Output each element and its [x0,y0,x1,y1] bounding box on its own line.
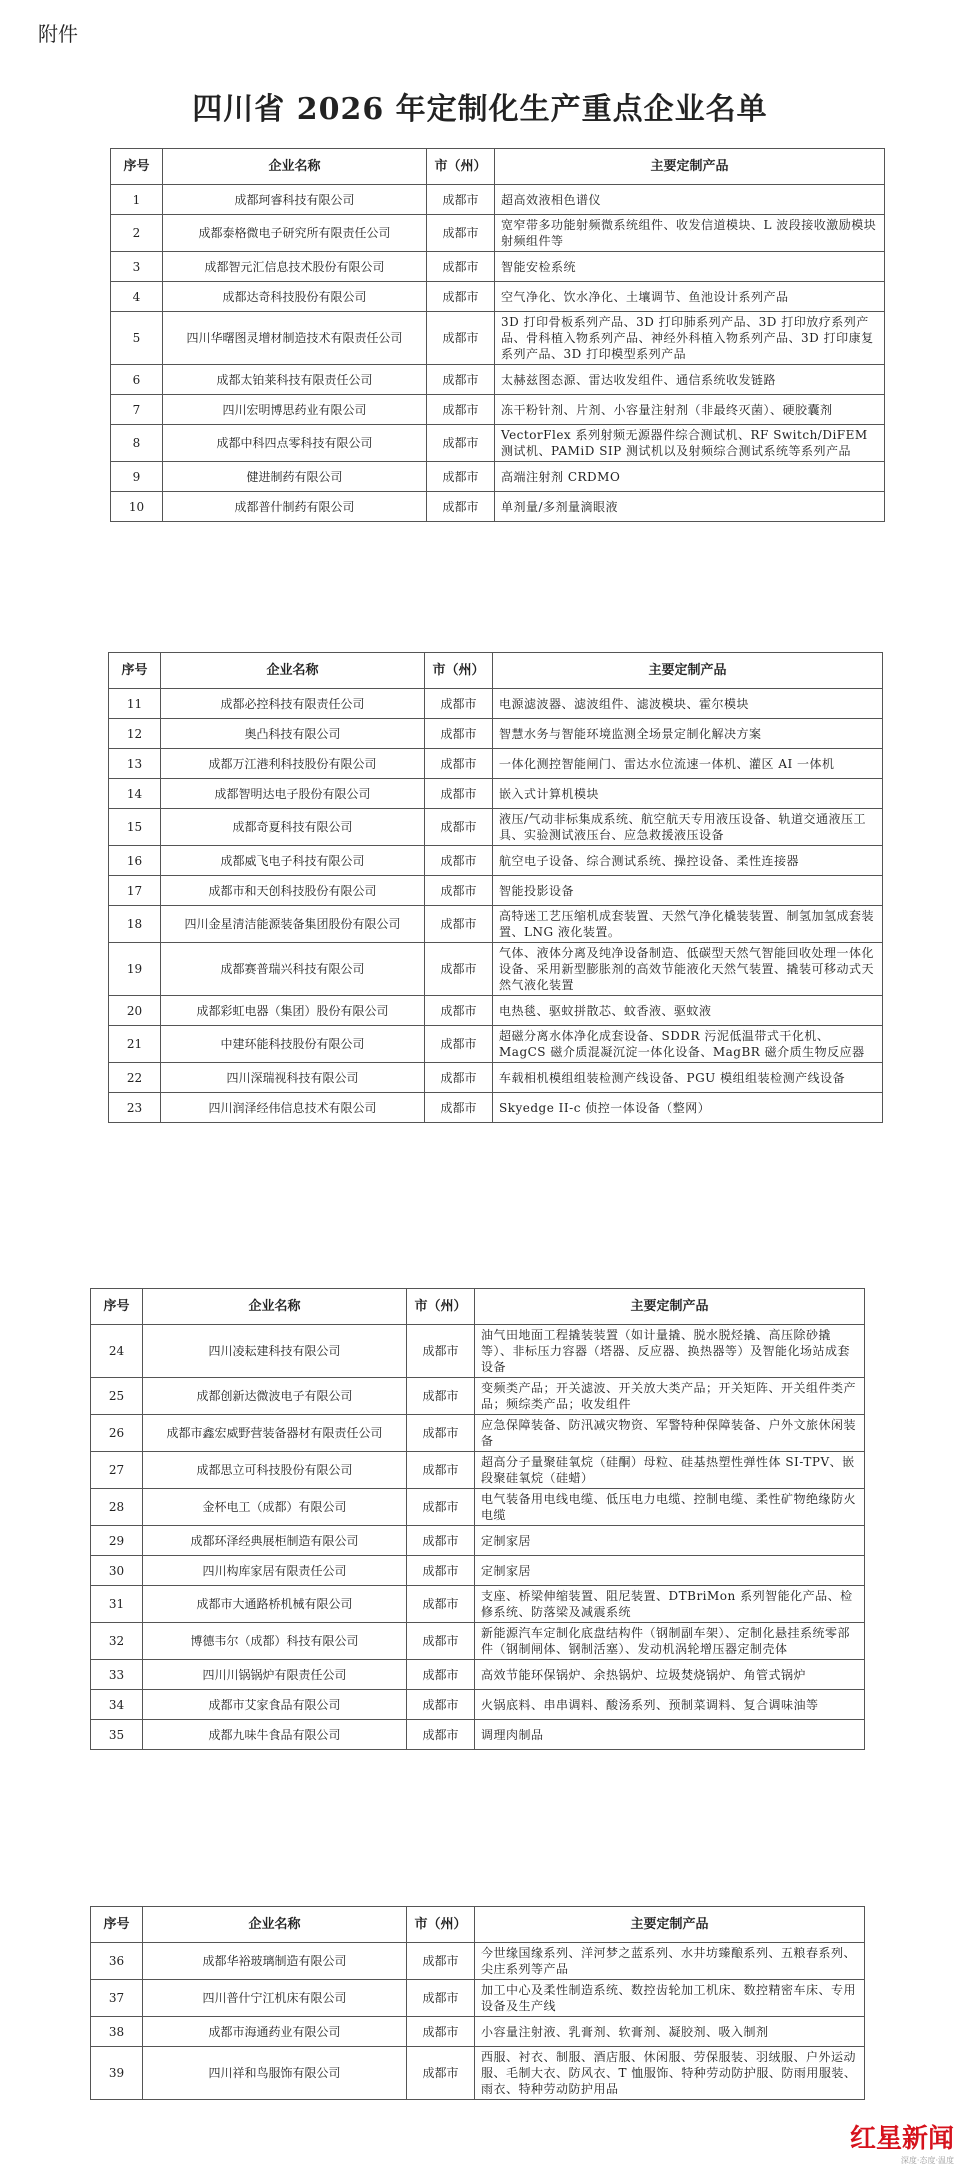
main-products: 太赫兹图态源、雷达收发组件、通信系统收发链路 [495,365,885,395]
row-number: 7 [111,395,163,425]
row-number: 12 [109,719,161,749]
company-name: 中建环能科技股份有限公司 [161,1026,425,1063]
table-row [109,1093,883,1123]
city-name: 成都市 [427,185,495,215]
company-name: 四川润泽经伟信息技术有限公司 [161,1093,425,1123]
row-number: 35 [91,1720,143,1750]
table-row [111,425,885,462]
table-row [111,395,885,425]
row-number: 25 [91,1378,143,1415]
main-products: 电源滤波器、滤波组件、滤波模块、霍尔模块 [493,689,883,719]
row-number: 34 [91,1690,143,1720]
company-name: 成都智明达电子股份有限公司 [161,779,425,809]
table-row [91,1556,865,1586]
row-number: 19 [109,943,161,996]
row-number: 39 [91,2047,143,2100]
main-products: 空气净化、饮水净化、土壤调节、鱼池设计系列产品 [495,282,885,312]
table-row [111,312,885,365]
row-number: 4 [111,282,163,312]
row-number: 28 [91,1489,143,1526]
table-row [91,1526,865,1556]
main-products: 西服、衬衣、制服、酒店服、休闲服、劳保服装、羽绒服、户外运动服、毛制大衣、防风衣、T 恤服饰、特种劳动防护服、防雨用服装、雨衣、特种劳动防护用品 [475,2047,865,2100]
city-name: 成都市 [407,1720,475,1750]
main-products: 定制家居 [475,1556,865,1586]
row-number: 6 [111,365,163,395]
company-name: 成都必控科技有限责任公司 [161,689,425,719]
main-products: 火锅底料、串串调料、酸汤系列、预制菜调料、复合调味油等 [475,1690,865,1720]
company-name: 成都达奇科技股份有限公司 [163,282,427,312]
city-name: 成都市 [407,2047,475,2100]
company-table [108,652,883,1123]
city-name: 成都市 [427,252,495,282]
table-row [91,1690,865,1720]
header-city: 市（州） [407,1907,475,1943]
main-products: 电气装备用电线电缆、低压电力电缆、控制电缆、柔性矿物绝缘防火电缆 [475,1489,865,1526]
table-row [109,719,883,749]
company-name: 四川深瑞视科技有限公司 [161,1063,425,1093]
row-number: 16 [109,846,161,876]
company-name: 四川川锅锅炉有限责任公司 [143,1660,407,1690]
city-name: 成都市 [407,1489,475,1526]
company-name: 成都市海通药业有限公司 [143,2017,407,2047]
company-name: 成都华裕玻璃制造有限公司 [143,1943,407,1980]
company-name: 成都市艾家食品有限公司 [143,1690,407,1720]
city-name: 成都市 [407,1378,475,1415]
main-products: 电热毯、驱蚊拼散芯、蚊香液、驱蚊液 [493,996,883,1026]
main-products: 超磁分离水体净化成套设备、SDDR 污泥低温带式干化机、MagCS 磁介质混凝沉淀一体化设备、MagBR 磁介质生物反应器 [493,1026,883,1063]
header-product: 主要定制产品 [493,653,883,689]
main-products: 超高效液相色谱仪 [495,185,885,215]
row-number: 5 [111,312,163,365]
row-number: 8 [111,425,163,462]
table-row [91,1943,865,1980]
main-products: 车载相机模组组装检测产线设备、PGU 模组组装检测产线设备 [493,1063,883,1093]
main-products: 加工中心及柔性制造系统、数控齿轮加工机床、数控精密车床、专用设备及生产线 [475,1980,865,2017]
city-name: 成都市 [407,1943,475,1980]
company-name: 四川金星清洁能源装备集团股份有限公司 [161,906,425,943]
city-name: 成都市 [407,1623,475,1660]
row-number: 24 [91,1325,143,1378]
row-number: 33 [91,1660,143,1690]
row-number: 21 [109,1026,161,1063]
main-products: 高效节能环保锅炉、余热锅炉、垃圾焚烧锅炉、角管式锅炉 [475,1660,865,1690]
watermark-logo: 红星新闻 [849,2124,954,2154]
city-name: 成都市 [427,395,495,425]
row-number: 27 [91,1452,143,1489]
city-name: 成都市 [407,1526,475,1556]
city-name: 成都市 [425,876,493,906]
main-products: 一体化测控智能闸门、雷达水位流速一体机、灌区 AI 一体机 [493,749,883,779]
table-row [91,1980,865,2017]
header-no: 序号 [111,149,163,185]
main-products: 智慧水务与智能环境监测全场景定制化解决方案 [493,719,883,749]
table-row [109,906,883,943]
city-name: 成都市 [427,365,495,395]
table-header-row [91,1289,865,1325]
company-name: 四川祥和鸟服饰有限公司 [143,2047,407,2100]
header-no: 序号 [91,1289,143,1325]
city-name: 成都市 [425,779,493,809]
company-name: 成都万江港利科技股份有限公司 [161,749,425,779]
company-name: 奥凸科技有限公司 [161,719,425,749]
city-name: 成都市 [427,425,495,462]
table-row [91,1720,865,1750]
company-name: 四川凌耘建科技有限公司 [143,1325,407,1378]
city-name: 成都市 [407,1690,475,1720]
table-row [91,1415,865,1452]
header-product: 主要定制产品 [475,1289,865,1325]
city-name: 成都市 [427,215,495,252]
main-products: 气体、液体分离及纯净设备制造、低碳型天然气智能回收处理一体化设备、采用新型膨胀剂的高效节能液化天然气装置、撬装可移动式天然气液化装置 [493,943,883,996]
company-name: 成都中科四点零科技有限公司 [163,425,427,462]
row-number: 3 [111,252,163,282]
row-number: 11 [109,689,161,719]
main-products: 应急保障装备、防汛减灾物资、军警特种保障装备、户外文旅休闲装备 [475,1415,865,1452]
city-name: 成都市 [407,1586,475,1623]
row-number: 1 [111,185,163,215]
row-number: 23 [109,1093,161,1123]
row-number: 22 [109,1063,161,1093]
company-name: 成都奇夏科技有限公司 [161,809,425,846]
company-table [90,1288,865,1750]
table-header-row [91,1907,865,1943]
main-products: 3D 打印骨板系列产品、3D 打印肺系列产品、3D 打印放疗系列产品、骨科植入物系列产品、神经外科植入物系列产品、3D 打印康复系列产品、3D 打印模型系列产品 [495,312,885,365]
company-name: 成都创新达微波电子有限公司 [143,1378,407,1415]
company-name: 金杯电工（成都）有限公司 [143,1489,407,1526]
company-name: 成都珂睿科技有限公司 [163,185,427,215]
header-name: 企业名称 [161,653,425,689]
company-name: 四川普什宁江机床有限公司 [143,1980,407,2017]
company-name: 成都赛普瑞兴科技有限公司 [161,943,425,996]
city-name: 成都市 [427,312,495,365]
table-row [109,749,883,779]
table-row [109,809,883,846]
table-row [109,996,883,1026]
table-row [109,779,883,809]
watermark-tagline: 深度·态度·温度 [900,2156,954,2165]
row-number: 15 [109,809,161,846]
main-products: 智能投影设备 [493,876,883,906]
table-row [111,215,885,252]
main-products: 智能安检系统 [495,252,885,282]
city-name: 成都市 [427,282,495,312]
main-products: 调理肉制品 [475,1720,865,1750]
header-product: 主要定制产品 [495,149,885,185]
company-name: 成都普什制药有限公司 [163,492,427,522]
header-name: 企业名称 [143,1289,407,1325]
row-number: 36 [91,1943,143,1980]
company-name: 成都彩虹电器（集团）股份有限公司 [161,996,425,1026]
city-name: 成都市 [407,1452,475,1489]
table-header-row [111,149,885,185]
row-number: 2 [111,215,163,252]
table-row [91,1325,865,1378]
company-name: 成都市大通路桥机械有限公司 [143,1586,407,1623]
header-name: 企业名称 [163,149,427,185]
main-products: 小容量注射液、乳膏剂、软膏剂、凝胶剂、吸入制剂 [475,2017,865,2047]
row-number: 10 [111,492,163,522]
table-row [109,846,883,876]
city-name: 成都市 [425,846,493,876]
city-name: 成都市 [425,1093,493,1123]
main-products: 高特迷工艺压缩机成套装置、天然气净化橇装装置、制氢加氢成套装置、LNG 液化装置。 [493,906,883,943]
city-name: 成都市 [425,689,493,719]
row-number: 17 [109,876,161,906]
company-name: 成都思立可科技股份有限公司 [143,1452,407,1489]
city-name: 成都市 [425,719,493,749]
header-no: 序号 [109,653,161,689]
row-number: 14 [109,779,161,809]
row-number: 37 [91,1980,143,2017]
main-products: 变频类产品；开关滤波、开关放大类产品；开关矩阵、开关组件类产品；频综类产品；收发组件 [475,1378,865,1415]
city-name: 成都市 [425,906,493,943]
main-products: 今世缘国缘系列、洋河梦之蓝系列、水井坊臻酿系列、五粮春系列、尖庄系列等产品 [475,1943,865,1980]
city-name: 成都市 [407,1415,475,1452]
table-row [91,2047,865,2100]
table-row [109,689,883,719]
row-number: 20 [109,996,161,1026]
table-row [109,1026,883,1063]
company-table [90,1906,865,2100]
city-name: 成都市 [407,1556,475,1586]
row-number: 29 [91,1526,143,1556]
company-name: 成都市和天创科技股份有限公司 [161,876,425,906]
company-name: 四川宏明博思药业有限公司 [163,395,427,425]
company-name: 成都泰格微电子研究所有限责任公司 [163,215,427,252]
header-name: 企业名称 [143,1907,407,1943]
watermark [850,2118,954,2166]
table-row [91,1378,865,1415]
header-no: 序号 [91,1907,143,1943]
city-name: 成都市 [407,2017,475,2047]
city-name: 成都市 [407,1325,475,1378]
city-name: 成都市 [427,492,495,522]
city-name: 成都市 [407,1660,475,1690]
row-number: 32 [91,1623,143,1660]
city-name: 成都市 [425,809,493,846]
table-row [91,1586,865,1623]
table-row [111,462,885,492]
row-number: 38 [91,2017,143,2047]
page-title: 四川省 2026 年定制化生产重点企业名单 [192,92,768,127]
table-row [111,282,885,312]
main-products: 单剂量/多剂量滴眼液 [495,492,885,522]
company-name: 四川构库家居有限责任公司 [143,1556,407,1586]
main-products: 航空电子设备、综合测试系统、操控设备、柔性连接器 [493,846,883,876]
company-name: 健进制药有限公司 [163,462,427,492]
attachment-label: 附件 [38,22,78,46]
main-products: 嵌入式计算机模块 [493,779,883,809]
city-name: 成都市 [407,1980,475,2017]
city-name: 成都市 [425,749,493,779]
row-number: 9 [111,462,163,492]
table-row [109,943,883,996]
main-products: 超高分子量聚硅氧烷（硅酮）母粒、硅基热塑性弹性体 SI-TPV、嵌段聚硅氧烷（硅蜡） [475,1452,865,1489]
table-row [91,1623,865,1660]
table-row [111,365,885,395]
table-row [111,252,885,282]
header-city: 市（州） [427,149,495,185]
company-name: 博德韦尔（成都）科技有限公司 [143,1623,407,1660]
company-table [110,148,885,522]
main-products: 油气田地面工程撬装装置（如计量撬、脱水脱烃撬、高压除砂撬等）、非标压力容器（塔器、反应器、换热器等）及智能化场站成套设备 [475,1325,865,1378]
table-row [91,1489,865,1526]
row-number: 30 [91,1556,143,1586]
table-row [91,1452,865,1489]
main-products: 宽窄带多功能射频微系统组件、收发信道模块、L 波段接收激励模块射频组件等 [495,215,885,252]
header-city: 市（州） [425,653,493,689]
company-name: 成都太铂莱科技有限责任公司 [163,365,427,395]
company-name: 成都智元汇信息技术股份有限公司 [163,252,427,282]
header-product: 主要定制产品 [475,1907,865,1943]
city-name: 成都市 [425,943,493,996]
main-products: 支座、桥梁伸缩装置、阻尼装置、DTBriMon 系列智能化产品、检修系统、防落梁及减震系统 [475,1586,865,1623]
company-name: 成都威飞电子科技有限公司 [161,846,425,876]
table-row [111,492,885,522]
company-name: 成都九味牛食品有限公司 [143,1720,407,1750]
city-name: 成都市 [425,1063,493,1093]
table-header-row [109,653,883,689]
row-number: 18 [109,906,161,943]
company-name: 成都市鑫宏威野营装备器材有限责任公司 [143,1415,407,1452]
table-row [91,2017,865,2047]
company-name: 成都环泽经典展柜制造有限公司 [143,1526,407,1556]
main-products: Skyedge II-c 侦控一体设备（整网） [493,1093,883,1123]
city-name: 成都市 [425,996,493,1026]
table-row [109,1063,883,1093]
table-row [91,1660,865,1690]
row-number: 13 [109,749,161,779]
company-name: 四川华曙图灵增材制造技术有限责任公司 [163,312,427,365]
header-city: 市（州） [407,1289,475,1325]
table-row [111,185,885,215]
table-row [109,876,883,906]
city-name: 成都市 [427,462,495,492]
row-number: 31 [91,1586,143,1623]
main-products: 定制家居 [475,1526,865,1556]
main-products: 高端注射剂 CRDMO [495,462,885,492]
main-products: 液压/气动非标集成系统、航空航天专用液压设备、轨道交通液压工具、实验测试液压台、应急救援液压设备 [493,809,883,846]
city-name: 成都市 [425,1026,493,1063]
main-products: 冻干粉针剂、片剂、小容量注射剂（非最终灭菌）、硬胶囊剂 [495,395,885,425]
main-products: 新能源汽车定制化底盘结构件（钢制副车架）、定制化悬挂系统零部件（钢制闸体、钢制活塞）、发动机涡轮增压器定制壳体 [475,1623,865,1660]
row-number: 26 [91,1415,143,1452]
main-products: VectorFlex 系列射频无源器件综合测试机、RF Switch/DiFEM 测试机、PAMiD SIP 测试机以及射频综合测试系统等系列产品 [495,425,885,462]
